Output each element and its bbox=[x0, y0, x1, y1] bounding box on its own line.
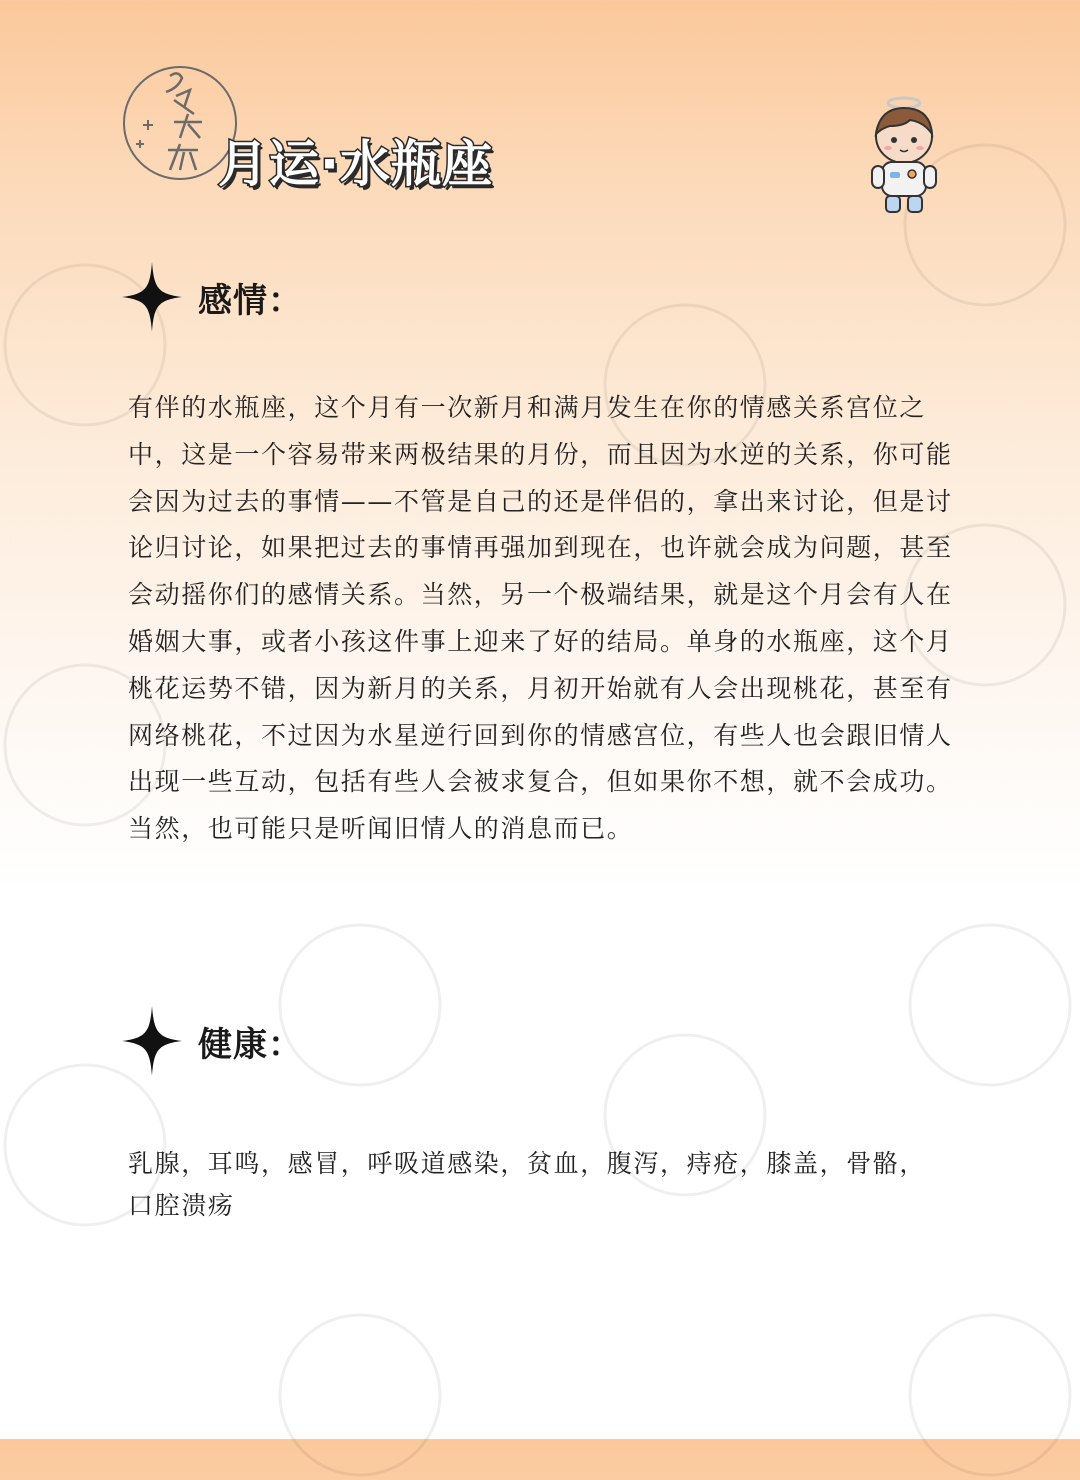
section-header-feelings bbox=[122, 262, 303, 332]
section-title: 健康： bbox=[198, 1024, 303, 1065]
watermark-logo bbox=[275, 1310, 445, 1480]
watermark-logo bbox=[905, 920, 1075, 1090]
angel-astronaut-mascot bbox=[866, 94, 942, 216]
section-header-health bbox=[122, 1006, 303, 1076]
section-title: 感情： bbox=[198, 280, 303, 321]
four-point-star-icon bbox=[122, 1006, 182, 1076]
four-point-star-icon bbox=[122, 262, 182, 332]
watermark-logo bbox=[905, 1310, 1075, 1480]
page-title: 月运·水瓶座 bbox=[218, 135, 493, 193]
section-body: 乳腺，耳鸣，感冒，呼吸道感染，贫血，腹泻，痔疮，膝盖，骨骼，口腔溃疡 bbox=[128, 1149, 927, 1220]
section-body: 有伴的水瓶座，这个月有一次新月和满月发生在你的情感关系宫位之中，这是一个容易带来两极结果的月份，而且因为水逆的关系，你可能会因为过去的事情——不管是自己的还是伴侣的，拿出来讨论，但是讨论归讨论，如果把过去的事情再强加到现在，也许就会成为问题，甚至会动摇你们的感情关系。当然，另一个极端结果，就是这个月会有人在婚姻大事，或者小孩这件事上迎来了好的结局。单身的水瓶座，这个月桃花运势不错，因为新月的关系，月初开始就有人会出现桃花，甚至有网络桃花，不过因为水星逆行回到你的情感宫位，有些人也会跟旧情人出现一些互动，包括有些人会被求复合，但如果你不想，就不会成功。当然，也可能只是听闻旧情人的消息而已。 bbox=[128, 393, 953, 844]
